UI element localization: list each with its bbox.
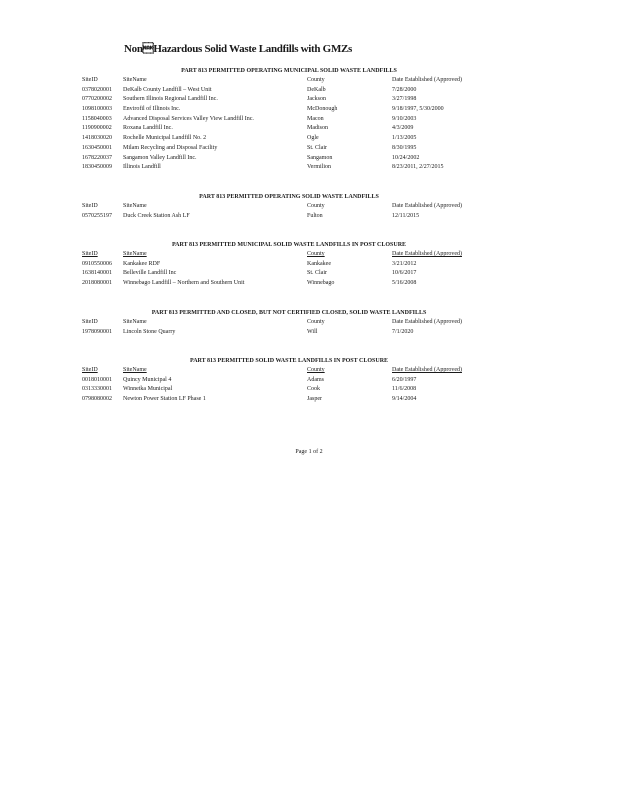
county: Madison — [307, 125, 328, 132]
section-municipal-post-closure — [82, 241, 482, 289]
date-header: Date Established (Approved) — [392, 203, 462, 209]
county: McDonough — [307, 106, 338, 113]
table-row — [82, 105, 482, 115]
date-established: 8/30/1995 — [392, 144, 417, 151]
site-name: Winnebago Landfill – Northern and Southern Unit — [123, 280, 245, 287]
column-header-row — [82, 318, 482, 328]
column-header-row — [82, 366, 482, 376]
site-id: 1638140001 — [82, 270, 112, 277]
site-name: Advanced Disposal Services Valley View Landfill Inc. — [123, 115, 254, 122]
date-established: 9/18/1997, 5/30/2000 — [392, 106, 444, 113]
county: Ogle — [307, 135, 319, 142]
site-id: 1158040003 — [82, 115, 112, 122]
date-established: 10/6/2017 — [392, 270, 417, 277]
site-name: Winnetka Municipal — [123, 386, 173, 393]
site-name: Quincy Municipal 4 — [123, 376, 172, 383]
site-name: Illinois Landfill — [123, 164, 161, 171]
date-header: Date Established (Approved) — [392, 367, 462, 373]
site-id: 1830450009 — [82, 164, 112, 171]
site-name: DeKalb County Landfill – West Unit — [123, 86, 212, 93]
site-id: 1630450001 — [82, 144, 112, 151]
sitename-header: SiteName — [123, 77, 147, 83]
site-id: 1678220037 — [82, 154, 112, 161]
site-name: Envirofil of Illinois Inc. — [123, 106, 181, 113]
county: Jackson — [307, 96, 326, 103]
site-id: 0798080002 — [82, 396, 112, 403]
date-header: Date Established (Approved) — [392, 251, 462, 257]
county: Adams — [307, 376, 324, 383]
siteid-header: SiteID — [82, 77, 98, 83]
site-name: Belleville Landfill Inc — [123, 270, 177, 277]
county: Jasper — [307, 396, 322, 403]
site-id: 0570255197 — [82, 212, 112, 219]
date-established: 3/21/2012 — [392, 260, 417, 267]
site-name: Lincoln Stone Quarry — [123, 328, 176, 335]
county: DeKalb — [307, 86, 326, 93]
column-header-row — [82, 202, 482, 212]
section-title: PART 813 PERMITTED OPERATING SOLID WASTE LANDFILLS — [199, 194, 379, 200]
table-row — [82, 385, 482, 395]
site-name: Rochelle Municipal Landfill No. 2 — [123, 135, 207, 142]
siteid-header: SiteID — [82, 367, 98, 373]
siteid-header: SiteID — [82, 203, 98, 209]
county: St. Clair — [307, 144, 328, 151]
county: Cook — [307, 386, 321, 393]
table-row — [82, 144, 482, 154]
date-established: 10/24/2002 — [392, 154, 420, 161]
table-row — [82, 134, 482, 144]
site-id: 0018010001 — [82, 376, 112, 383]
site-id: 1098100003 — [82, 106, 112, 113]
sitename-header: SiteName — [123, 251, 147, 257]
table-row — [82, 115, 482, 125]
date-established: 7/1/2020 — [392, 328, 414, 335]
county: Vermilion — [307, 164, 331, 171]
site-id: 1978090001 — [82, 328, 112, 335]
table-row — [82, 95, 482, 105]
siteid-header: SiteID — [82, 319, 98, 325]
date-established: 9/14/2004 — [392, 396, 417, 403]
site-name: Southern Illinois Regional Landfill Inc. — [123, 96, 218, 103]
date-established: 11/6/2008 — [392, 386, 417, 393]
site-id: 0378020001 — [82, 86, 112, 93]
section-title: PART 813 PERMITTED MUNICIPAL SOLID WASTE LANDFILLS IN POST CLOSURE — [171, 242, 407, 248]
siteid-header: SiteID — [82, 251, 98, 257]
column-header-row — [82, 250, 482, 260]
table-row — [82, 260, 482, 270]
date-established: 5/16/2008 — [392, 280, 417, 287]
table-row — [82, 376, 482, 386]
county: Kankakee — [307, 260, 331, 267]
site-id: 0770200002 — [82, 96, 112, 103]
table-row — [82, 328, 482, 338]
table-row — [82, 269, 482, 279]
county: Sangamon — [307, 154, 333, 161]
section-title: PART 813 PERMITTED SOLID WASTE LANDFILLS IN POST CLOSURE — [189, 358, 389, 364]
date-established: 7/28/2000 — [392, 86, 417, 93]
table-row — [82, 154, 482, 164]
site-id: 0910550006 — [82, 260, 112, 267]
site-name: Kankakee RDF — [123, 260, 161, 267]
date-established: 6/20/1997 — [392, 376, 417, 383]
site-id: 2018080001 — [82, 280, 112, 287]
site-name: Milam Recycling and Disposal Facility — [123, 144, 218, 151]
section-solid-waste-post-closure — [82, 357, 482, 405]
site-name: Roxana Landfill Inc. — [123, 125, 173, 132]
site-id: 1418030020 — [82, 135, 112, 142]
date-header: Date Established (Approved) — [392, 319, 462, 325]
sitename-header: SiteName — [123, 203, 147, 209]
county: St. Clair — [307, 270, 328, 277]
table-row — [82, 395, 482, 405]
county: Macon — [307, 115, 324, 122]
date-established: 9/10/2003 — [392, 115, 417, 122]
section-title: PART 813 PERMITTED OPERATING MUNICIPAL SOLID WASTE LANDFILLS — [181, 68, 397, 74]
table-row — [82, 212, 482, 222]
site-name: Newton Power Station LF Phase 1 — [123, 396, 206, 403]
county-header: County — [307, 203, 325, 209]
site-name: Duck Creek Station Ash LF — [123, 212, 190, 219]
date-established: 4/3/2009 — [392, 125, 414, 132]
table-row — [82, 124, 482, 134]
page-title: NonHazardous Solid Waste Landfills with GMZs — [124, 43, 353, 55]
county: Fulton — [307, 212, 323, 219]
date-header: Date Established (Approved) — [392, 77, 462, 83]
county: Winnebago — [307, 280, 335, 287]
date-established: 1/13/2005 — [392, 135, 417, 142]
date-established: 12/11/2015 — [392, 212, 420, 219]
table-row — [82, 163, 482, 173]
date-established: 8/23/2011, 2/27/2015 — [392, 164, 444, 171]
site-id: 0313330001 — [82, 386, 112, 393]
column-header-row — [82, 76, 482, 86]
county-header: County — [307, 251, 325, 257]
sitename-header: SiteName — [123, 319, 147, 325]
site-name: Sangamon Valley Landfill Inc. — [123, 154, 197, 161]
table-row — [82, 279, 482, 289]
table-row — [82, 86, 482, 96]
section-operating-solid-waste — [82, 193, 482, 221]
county-header: County — [307, 77, 325, 83]
site-id: 1190900002 — [82, 125, 112, 132]
section-title: PART 813 PERMITTED AND CLOSED, BUT NOT CERTIFIED CLOSED, SOLID WASTE LANDFILLS — [151, 310, 427, 316]
section-operating-municipal — [82, 67, 482, 173]
date-established: 3/27/1998 — [392, 96, 417, 103]
page-number: Page 1 of 2 — [295, 449, 323, 455]
county-header: County — [307, 367, 325, 373]
section-closed-not-certified — [82, 309, 482, 337]
county-header: County — [307, 319, 325, 325]
county: Will — [307, 328, 318, 335]
sitename-header: SiteName — [123, 367, 147, 373]
